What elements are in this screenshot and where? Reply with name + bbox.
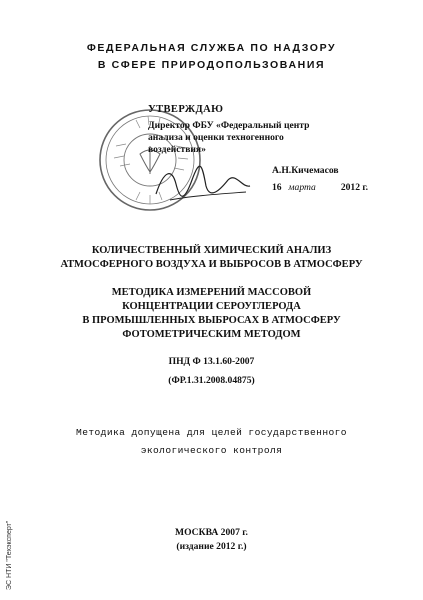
approver-name: А.Н.Кичемасов <box>272 165 339 176</box>
title-line-2: КОНЦЕНТРАЦИИ СЕРОУГЛЕРОДА <box>122 301 301 312</box>
edition: (издание 2012 г.) <box>176 541 247 552</box>
note-line-2: экологического контроля <box>140 445 283 456</box>
title-line-1: МЕТОДИКА ИЗМЕРЕНИЙ МАССОВОЙ <box>111 287 312 298</box>
approval-date <box>272 182 392 193</box>
note-line-1: Методика допущена для целей государственного <box>76 427 347 438</box>
approval-title: УТВЕРЖДАЮ <box>148 104 224 115</box>
approval-position <box>148 120 358 156</box>
side-watermark: ЭС НТИ "Техэксперт" <box>6 520 13 590</box>
document-codes <box>0 352 423 390</box>
approval-line-2: анализа и оценки техногенного <box>148 132 284 143</box>
publication-info <box>0 526 423 554</box>
approval-line-3: воздействия» <box>148 144 206 155</box>
document-title <box>0 286 423 342</box>
category-line-2: АТМОСФЕРНОГО ВОЗДУХА И ВЫБРОСОВ В АТМОСФЕРУ <box>60 259 363 270</box>
approval-month: марта <box>288 182 316 193</box>
approval-line-1: Директор ФБУ «Федеральный центр <box>148 120 310 131</box>
category-line-1: КОЛИЧЕСТВЕННЫЙ ХИМИЧЕСКИЙ АНАЛИЗ <box>91 245 332 256</box>
approval-day: 16 <box>272 182 282 193</box>
agency-line-2: В СФЕРЕ ПРИРОДОПОЛЬЗОВАНИЯ <box>97 59 326 71</box>
document-category <box>0 244 423 272</box>
agency-header <box>0 40 423 74</box>
pnd-code: ПНД Ф 13.1.60-2007 <box>168 356 255 367</box>
approval-year: 2012 г. <box>340 182 369 193</box>
agency-line-1: ФЕДЕРАЛЬНАЯ СЛУЖБА ПО НАДЗОРУ <box>86 42 337 54</box>
title-line-4: ФОТОМЕТРИЧЕСКИМ МЕТОДОМ <box>122 329 301 340</box>
title-line-3: В ПРОМЫШЛЕННЫХ ВЫБРОСАХ В АТМОСФЕРУ <box>82 315 341 326</box>
approval-note <box>0 424 423 460</box>
city-year: МОСКВА 2007 г. <box>175 527 248 538</box>
fr-code: (ФР.1.31.2008.04875) <box>168 375 255 386</box>
signature-icon <box>150 150 280 210</box>
